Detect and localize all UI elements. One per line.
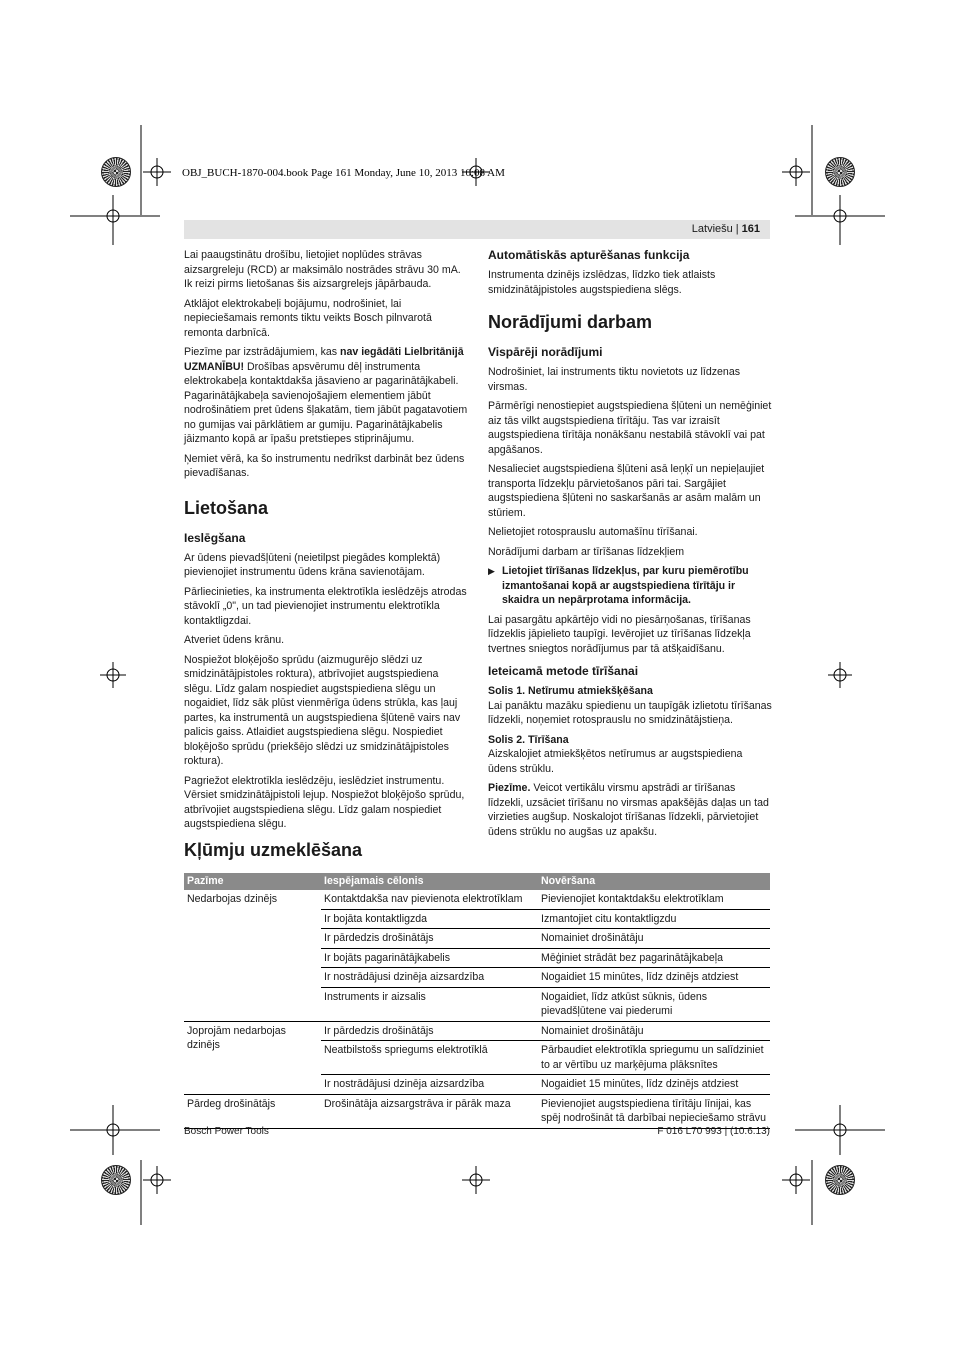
cause-cell: Ir pārdedzis drošinātājs xyxy=(321,1021,538,1041)
column-header: Iespējamais cēlonis xyxy=(321,873,538,890)
table-row xyxy=(184,890,770,909)
right-column xyxy=(488,248,772,844)
paragraph: Lai panāktu mazāku spiedienu un taupīgāk izlietotu tīrīšanas līdzekli, noņemiet rotosprauslu no smidzinātājstieņa. xyxy=(488,699,772,726)
cause-cell: Neatbilstošs spriegums elektrotīklā xyxy=(321,1041,538,1075)
remedy-cell: Pievienojiet augstspiediena tīrītāju līnijai, kas spēj nodrošināt tā darbībai nepieciešamo strāvu xyxy=(538,1094,770,1128)
paragraph: Nospiežot bloķējošo sprūdu (aizmugurējo slēdzi uz smidzinātājpistoles roktura), atbrīvojiet augstspiediena slēgu. Līdz galam nospiediet augstspiediena slēgu un nogaidiet, līdz sāk plūst vienmērīga ūdens strūkla, kas ļauj partes, ka instrumentā un augstspiediena šļūtenē vairs nav palicis gaiss. Atlaidiet augstspiediena slēgu. Nospiediet bloķējošo sprūdu (priekšējo slēdzi uz smidzinātājpistoles roktura). xyxy=(184,653,461,767)
subheading-cleaning-method: Ieteicamā metode tīrīšanai xyxy=(488,664,639,678)
paragraph: Norādījumi darbam ar tīrīšanas līdzekļiem xyxy=(488,545,685,558)
remedy-cell: Izmantojiet citu kontaktligzdu xyxy=(538,909,770,929)
paragraph: Nodrošiniet, lai instruments tiktu novietots uz līdzenas virsmas. xyxy=(488,366,741,393)
subheading-auto-stop: Automātiskās apturēšanas funkcija xyxy=(488,248,690,262)
remedy-cell: Nomainiet drošinātāju xyxy=(538,929,770,949)
page-header: Latviešu | 161 xyxy=(184,220,770,239)
bullet-item: ▶ Lietojiet tīrīšanas līdzekļus, par kuru piemērotību izmantošanai kopā ar augstspiediena tīrītāju ir skaidra un nepārprotama informācija. xyxy=(488,565,749,606)
paragraph: Pagriežot elektrotīkla ieslēdzēju, ieslēdziet instrumentu. Vērsiet smidzinātājpistoli lejup. Nospiežot bloķējošo sprūdu, atbrīvojiet augstspiediena slēgu. Līdz galam nospiediet augstspiediena slēgu. xyxy=(184,774,465,830)
section-heading-troubleshooting: Kļūmju uzmeklēšana xyxy=(184,840,363,860)
section-heading-work-instructions: Norādījumi darbam xyxy=(488,312,653,332)
footer-doc-number: F 016 L70 993 | (10.6.13) xyxy=(657,1126,770,1137)
paragraph: Ar ūdens pievadšļūteni (neietilpst piegādes komplektā) pievienojiet instrumentu ūdens krāna savienotājam. xyxy=(184,551,441,578)
page-number: 161 xyxy=(741,223,760,235)
paragraph: Aizskalojiet atmiekšķētos netīrumus ar augstspiediena ūdens strūklu. xyxy=(488,748,743,775)
table-header-row xyxy=(184,873,770,890)
symptom-cell: Pārdeg drošinātājs xyxy=(184,1094,321,1128)
symptom-cell: Joprojām nedarbojas dzinējs xyxy=(184,1021,321,1094)
cause-cell: Ir bojāts pagarinātājkabelis xyxy=(321,948,538,968)
header-language: Latviešu xyxy=(691,223,733,235)
paragraph: Pārmērīgi nenostiepiet augstspiediena šļūteni un nemēģiniet aiz tās vilkt augstspiediena tīrītāju. Tas var izraisīt augstspiediena tīrītāja nonākšanu nestabilā stāvoklī vai pat apgāšanos. xyxy=(488,400,772,456)
cause-cell: Ir nostrādājusi dzinēja aizsardzība xyxy=(321,968,538,988)
remedy-cell: Nogaidiet 15 minūtes, līdz dzinējs atdziest xyxy=(538,1075,770,1095)
subheading-step-2: Solis 2. Tīrīšana xyxy=(488,733,569,746)
remedy-cell: Pievienojiet kontaktdakšu elektrotīklam xyxy=(538,890,770,909)
troubleshooting-table xyxy=(184,873,770,1129)
remedy-cell: Nogaidiet, līdz atkūst sūknis, ūdens pievadšļūtene vai piederumi xyxy=(538,987,770,1021)
cause-cell: Ir pārdedzis drošinātājs xyxy=(321,929,538,949)
paragraph: Lai paaugstinātu drošību, lietojiet noplūdes strāvas aizsargreleju (RCD) ar maksimālo nostrādes strāvu 30 mA. Ik reizi pirms lietošanas šis aizsargrelejs jāpārbauda. xyxy=(184,249,461,290)
cause-cell: Ir bojāta kontaktligzda xyxy=(321,909,538,929)
paragraph: Piezīme. Veicot vertikālu virsmu apstrādi ar tīrīšanas līdzekli, uzsāciet tīrīšanu no virsmas apakšējās daļas un tad virzieties augšup. Noskalojot tīrīšanas līdzekli, pārvietojiet ūdens strūklu no augšas uz apakšu. xyxy=(488,782,769,838)
paragraph: Ņemiet vērā, ka šo instrumentu nedrīkst darbināt bez ūdens pievadīšanas. xyxy=(184,452,465,479)
remedy-cell: Nomainiet drošinātāju xyxy=(538,1021,770,1041)
cause-cell: Kontaktdakša nav pievienota elektrotīklam xyxy=(321,890,538,909)
remedy-cell: Pārbaudiet elektrotīkla spriegumu un salīdziniet to ar vērtību uz marķējuma plāksnītes xyxy=(538,1041,770,1075)
paragraph: Piezīme par izstrādājumiem, kas nav iegādāti Lielbritānijā UZMANĪBU! Drošības apsvērumu dēļ instrumenta elektrokabeļa kontaktdakša jāsavieno ar pagarinātājkabeli. Pagarinātājkabeļa savienojošajiem elementiem jābūt nodrošinātiem pret ūdens šļakatām, tiem jābūt pagatavotiem no gumijas vai pārklātiem ar gumiju. Pagarinātājkabelis jāizmanto kopā ar īpašu pretstiepes stiprinājumu. xyxy=(184,346,468,445)
triangle-bullet-icon: ▶ xyxy=(488,566,495,576)
footer-brand: Bosch Power Tools xyxy=(184,1126,269,1137)
left-column xyxy=(184,248,468,837)
table-row xyxy=(184,1021,770,1041)
cause-cell: Instruments ir aizsalis xyxy=(321,987,538,1021)
paragraph: Atklājot elektrokabeļi bojājumu, nodrošiniet, lai nepieciešamais remonts tiktu veikts Bosch pilnvarotā remonta darbnīcā. xyxy=(184,297,432,339)
cause-cell: Ir nostrādājusi dzinēja aizsardzība xyxy=(321,1075,538,1095)
remedy-cell: Nogaidiet 15 minūtes, līdz dzinējs atdziest xyxy=(538,968,770,988)
subheading-step-1: Solis 1. Netīrumu atmiekšķēšana xyxy=(488,685,653,697)
section-heading-usage: Lietošana xyxy=(184,497,269,518)
paragraph: Atveriet ūdens krānu. xyxy=(184,634,285,646)
paragraph: Nelietojiet rotosprauslu automašīnu tīrīšanai. xyxy=(488,526,698,538)
paragraph: Instrumenta dzinējs izslēdzas, līdzko tiek atlaists smidzinātājpistoles augstspiediena slēgs. xyxy=(488,269,716,296)
table-row xyxy=(184,1094,770,1128)
column-header: Novēršana xyxy=(538,873,770,890)
subheading-general: Vispārēji norādījumi xyxy=(488,345,603,359)
cause-cell: Drošinātāja aizsargstrāva ir pārāk maza xyxy=(321,1094,538,1128)
column-header: Pazīme xyxy=(184,873,321,890)
paragraph: Pārliecinieties, ka instrumenta elektrotīkla ieslēdzējs atrodas stāvoklī „0", un tad pievienojiet instrumentu elektrotīkla kontaktligzdai. xyxy=(184,585,467,627)
paragraph: Lai pasargātu apkārtējo vidi no piesārņošanas, tīrīšanas līdzeklis jāpielieto taupīgi. Ievērojiet uz tīrīšanas līdzekļa tvertnes sniegtos norādījumus par tā atšķaidīšanu. xyxy=(488,613,751,655)
print-info: OBJ_BUCH-1870-004.book Page 161 Monday, June 10, 2013 10:08 AM xyxy=(182,167,505,179)
symptom-cell: Nedarbojas dzinējs xyxy=(184,890,321,1021)
subheading-switch-on: Ieslēgšana xyxy=(184,530,246,545)
remedy-cell: Mēģiniet strādāt bez pagarinātājkabeļa xyxy=(538,948,770,968)
paragraph: Nesalieciet augstspiediena šļūteni asā leņķī un nepieļaujiet transporta līdzekļu pārvietošanos pāri tai. Sargājiet augstspiediena šļūteni no saskaršanās ar asām malām un stūriem. xyxy=(488,463,765,519)
